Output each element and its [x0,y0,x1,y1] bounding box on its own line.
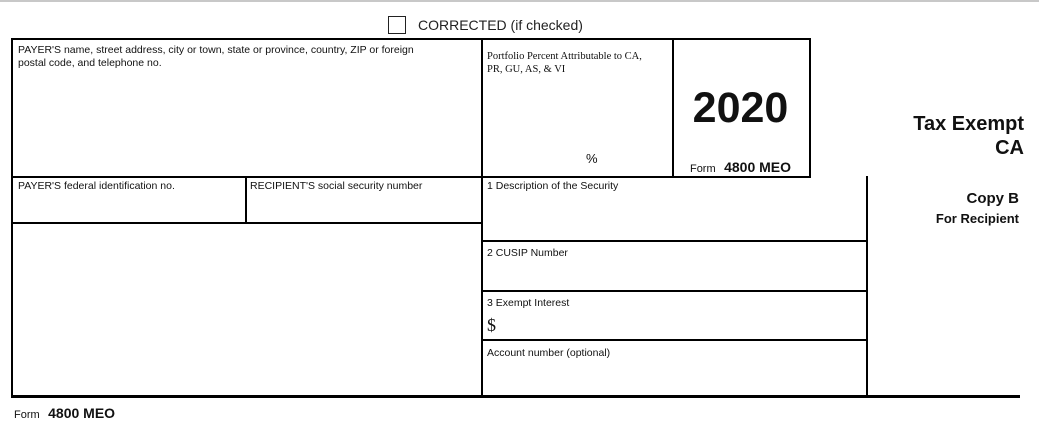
footer-form-word: Form [14,409,40,421]
box3-exempt-interest[interactable] [481,290,868,341]
footer-form-number: 4800 MEO [48,405,116,421]
portfolio-percent-label: Portfolio Percent Attributable to CA, PR, GU, AS, & VI [487,51,642,75]
account-number-label: Account number (optional) [487,347,611,359]
recipient-ssn-label: RECIPIENT'S social security number [250,180,423,192]
copy-name: Copy B [966,190,1019,207]
account-number-box[interactable] [481,339,868,398]
payer-fed-id-label: PAYER'S federal identification no. [18,180,175,192]
box1-label: 1 Description of the Security [487,180,619,192]
year-box [672,38,811,178]
recipient-ssn-box[interactable] [245,176,483,224]
corrected-row [388,14,583,36]
form-number: 4800 MEO [724,159,792,175]
portfolio-percent-box[interactable] [481,38,674,178]
copy-for: For Recipient [935,211,1019,226]
payer-name-box[interactable] [11,38,483,178]
tax-year: 2020 [692,84,789,132]
percent-sign: % [586,151,598,166]
form-word: Form [689,163,716,175]
payer-name-label: PAYER'S name, street address, city or town, state or province, country, ZIP or foreign postal code, and telephone no. [18,44,414,69]
box2-cusip[interactable] [481,240,868,292]
top-rule [0,0,1039,2]
title-line2: CA [995,137,1024,159]
corrected-checkbox[interactable] [388,16,406,34]
copy-b-block [936,189,1019,229]
payer-fed-id-box[interactable] [11,176,247,224]
recipient-info-box[interactable] [11,222,483,398]
form-id-header [672,158,809,178]
box2-label: 2 CUSIP Number [487,247,568,259]
title-line1: Tax Exempt [913,113,1024,135]
footer-form-id [14,404,115,424]
dollar-sign: $ [487,315,496,335]
right-column-bottom-rule [866,395,1020,398]
box3-label: 3 Exempt Interest [487,297,570,309]
form-title [913,112,1024,160]
corrected-label: CORRECTED (if checked) [418,17,583,33]
box1-description[interactable] [481,176,868,242]
